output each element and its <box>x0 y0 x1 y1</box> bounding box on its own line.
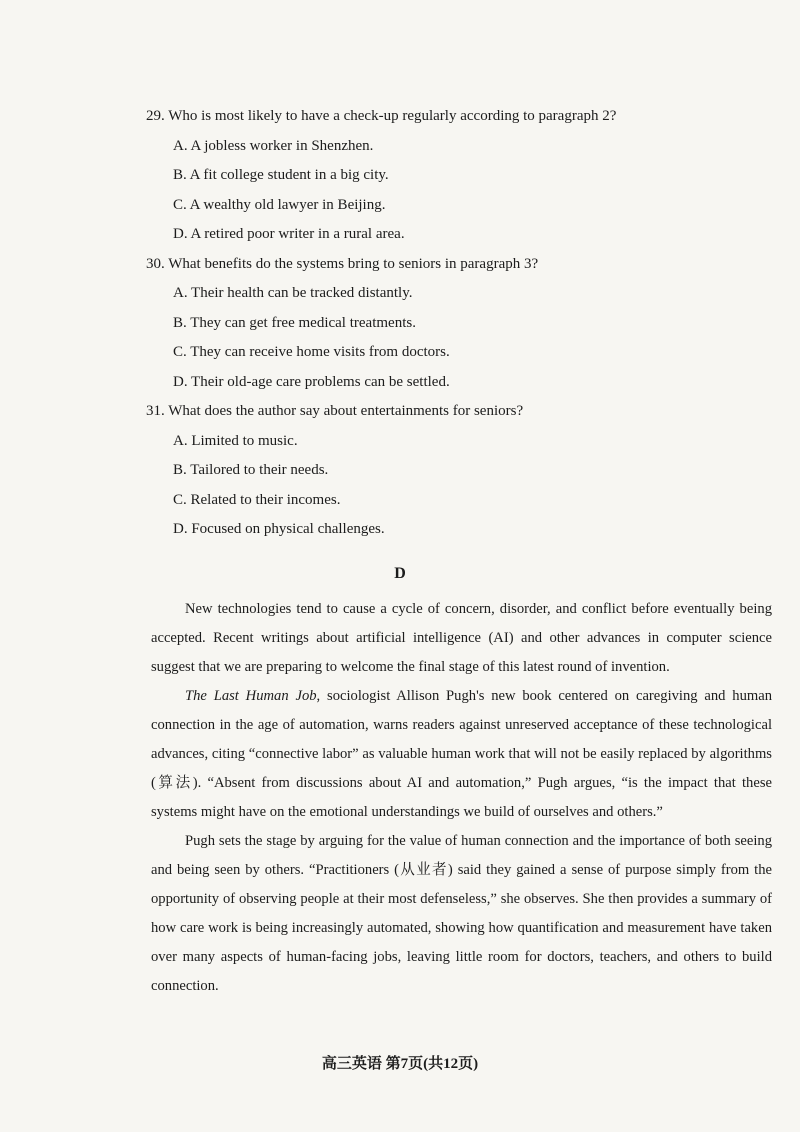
option-a: A. Limited to music. <box>173 432 298 449</box>
question-31 <box>146 397 746 545</box>
question-stem: 31. What does the author say about entertainments for seniors? <box>146 403 524 419</box>
option-list <box>146 427 746 545</box>
question-30 <box>146 250 746 398</box>
option-b: B. A fit college student in a big city. <box>173 167 389 183</box>
option-d: D. Focused on physical challenges. <box>173 521 385 537</box>
page-footer: 高三英语 第7页(共12页) <box>321 1056 479 1072</box>
section-title: D <box>394 565 406 582</box>
passage-paragraph-1 <box>151 595 772 682</box>
option-list <box>146 132 746 250</box>
question-list <box>146 102 746 545</box>
question-stem: 29. Who is most likely to have a check-up regularly according to paragraph 2? <box>146 108 617 124</box>
option-b: B. Tailored to their needs. <box>173 462 329 478</box>
option-c: C. They can receive home visits from doctors. <box>173 344 450 360</box>
option-c: C. A wealthy old lawyer in Beijing. <box>173 196 386 213</box>
passage-paragraph-3 <box>151 827 772 1001</box>
passage-paragraph-2 <box>151 682 772 827</box>
paragraph-text: , sociologist Allison Pugh's new book centered on caregiving and human connection in the age of automation, warns readers against unreserved acceptance of these technological advances, citing “connective labor” as valuable human work that will not be easily replaced by algorithms (算法). “Absent from discussions about AI and automation,” Pugh argues, “is the impact that these systems might have on the emotional understandings we build of ourselves and others.” <box>151 688 772 820</box>
option-a: A. A jobless worker in Shenzhen. <box>173 137 374 154</box>
option-a: A. Their health can be tracked distantly. <box>173 285 413 301</box>
book-title: The Last Human Job <box>185 688 317 704</box>
option-d: D. A retired poor writer in a rural area. <box>173 226 405 242</box>
paragraph-text: New technologies tend to cause a cycle of concern, disorder, and conflict before eventually being accepted. Recent writings about artificial intelligence (AI) and other advances in computer science suggest that we are preparing to welcome the final stage of this latest round of invention. <box>151 601 772 675</box>
paragraph-text: Pugh sets the stage by arguing for the value of human connection and the importance of both seeing and being seen by others. “Practitioners (从业者) said they gained a sense of purpose simply from the opportunity of observing people at their most defenseless,” she observes. She then provides a summary of how care work is being increasingly automated, showing how quantification and measurement have taken over many aspects of human-facing jobs, leaving little room for doctors, teachers, and others to build connection. <box>151 833 772 994</box>
option-d: D. Their old-age care problems can be settled. <box>173 373 450 390</box>
question-29 <box>146 102 746 250</box>
option-list <box>146 279 746 397</box>
option-c: C. Related to their incomes. <box>173 491 341 508</box>
reading-passage <box>151 595 772 1001</box>
option-b: B. They can get free medical treatments. <box>173 314 416 331</box>
question-stem: 30. What benefits do the systems bring to seniors in paragraph 3? <box>146 255 539 272</box>
